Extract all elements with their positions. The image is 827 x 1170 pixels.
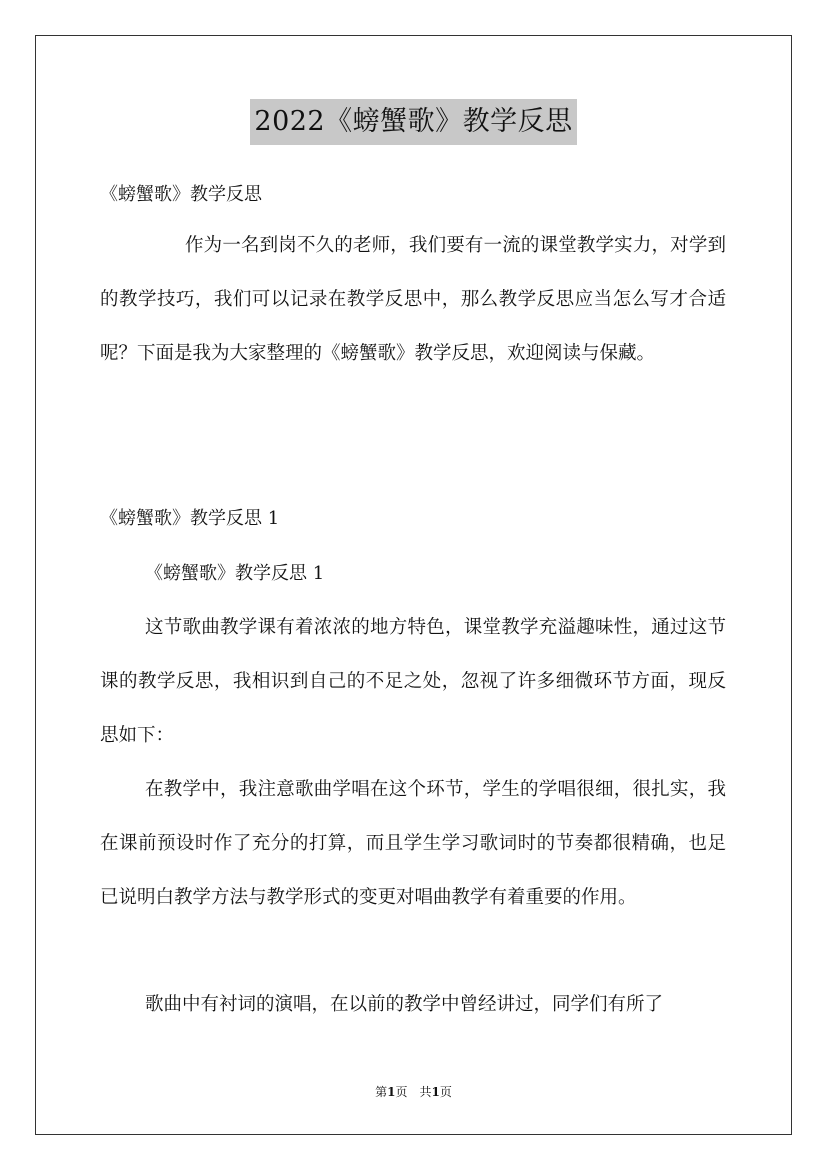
body-paragraph-2: 在教学中，我注意歌曲学唱在这个环节，学生的学唱很细，很扎实，我在课前预设时作了充分的打算，而且学生学习歌词时的节奏都很精确，也足已说明白教学方法与教学形式的变更对唱曲教学有着重要的作用。 xyxy=(100,779,726,908)
section-subheading: 《螃蟹歌》教学反思 1 xyxy=(145,563,325,584)
footer-page-number: 1 xyxy=(387,1085,396,1099)
section-heading: 《螃蟹歌》教学反思 1 xyxy=(100,508,280,529)
document-subtitle: 《螃蟹歌》教学反思 xyxy=(100,184,262,205)
footer-mid: 页 共 xyxy=(395,1085,432,1099)
intro-paragraph: 作为一名到岗不久的老师，我们要有一流的课堂教学实力，对学到的教学技巧，我们可以记录在教学反思中，那么教学反思应当怎么写才合适呢？下面是我为大家整理的《螃蟹歌》教学反思，欢迎阅读与保藏。 xyxy=(100,235,726,364)
document-title xyxy=(0,99,827,145)
body-paragraph-1: 这节歌曲教学课有着浓浓的地方特色，课堂教学充溢趣味性，通过这节课的教学反思，我相识到自己的不足之处，忽视了许多细微环节方面，现反思如下： xyxy=(100,617,726,746)
page-footer xyxy=(0,1082,827,1102)
footer-prefix: 第 xyxy=(375,1085,388,1099)
body-paragraph-3: 歌曲中有衬词的演唱，在以前的教学中曾经讲过，同学们有所了 xyxy=(145,994,664,1015)
document-title-text: 2022《螃蟹歌》教学反思 xyxy=(250,99,576,145)
footer-total-pages: 1 xyxy=(431,1085,440,1099)
footer-suffix: 页 xyxy=(439,1085,452,1099)
